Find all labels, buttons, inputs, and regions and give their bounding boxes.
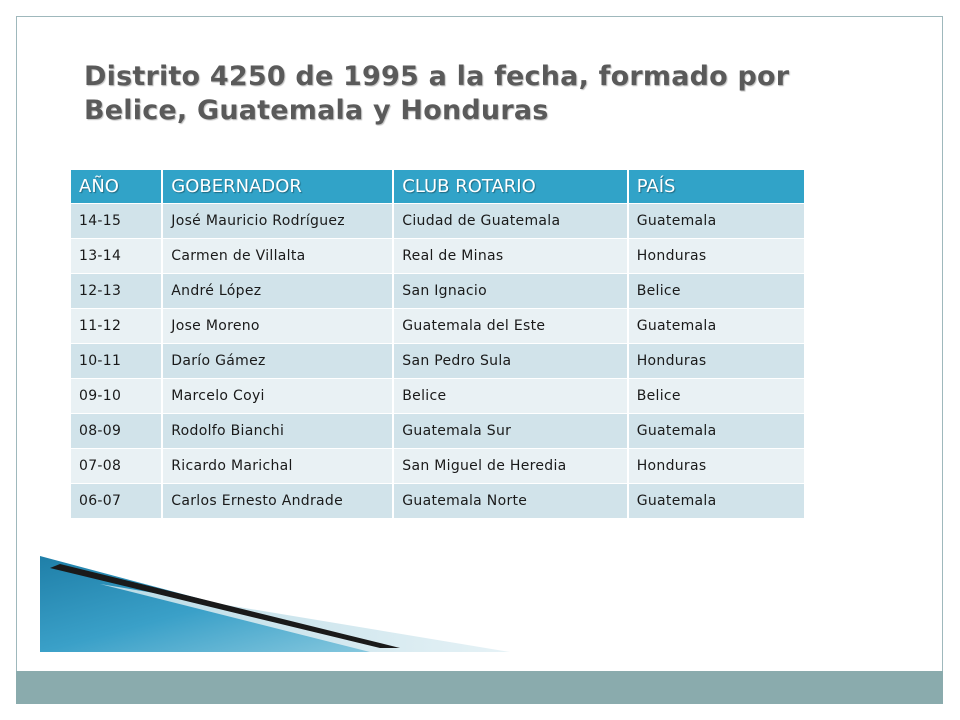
cell-club: Real de Minas <box>393 239 627 274</box>
cell-country: Honduras <box>628 239 804 274</box>
table-row <box>71 484 804 519</box>
header-country: PAÍS <box>628 170 804 204</box>
table-row <box>71 344 804 379</box>
cell-club: San Miguel de Heredia <box>393 449 627 484</box>
cell-club: Ciudad de Guatemala <box>393 204 627 239</box>
cell-club: San Ignacio <box>393 274 627 309</box>
header-governor: GOBERNADOR <box>162 170 393 204</box>
table-row <box>71 309 804 344</box>
cell-club: San Pedro Sula <box>393 344 627 379</box>
cell-year: 08-09 <box>71 414 162 449</box>
table-row <box>71 414 804 449</box>
cell-year: 11-12 <box>71 309 162 344</box>
cell-club: Belice <box>393 379 627 414</box>
decorative-swoosh <box>40 556 510 652</box>
cell-country: Guatemala <box>628 484 804 519</box>
cell-year: 10-11 <box>71 344 162 379</box>
governors-table <box>71 170 804 518</box>
cell-governor: Carmen de Villalta <box>162 239 393 274</box>
cell-governor: José Mauricio Rodríguez <box>162 204 393 239</box>
cell-country: Guatemala <box>628 309 804 344</box>
footer-bar <box>16 671 943 704</box>
cell-country: Honduras <box>628 344 804 379</box>
cell-governor: Rodolfo Bianchi <box>162 414 393 449</box>
cell-country: Guatemala <box>628 414 804 449</box>
table-row <box>71 449 804 484</box>
cell-country: Honduras <box>628 449 804 484</box>
title-line-1: Distrito 4250 de 1995 a la fecha, formado por <box>84 61 790 92</box>
cell-club: Guatemala del Este <box>393 309 627 344</box>
title-line-2: Belice, Guatemala y Honduras <box>84 95 549 126</box>
cell-year: 06-07 <box>71 484 162 519</box>
table-row <box>71 239 804 274</box>
table-row <box>71 274 804 309</box>
cell-year: 12-13 <box>71 274 162 309</box>
cell-governor: Marcelo Coyi <box>162 379 393 414</box>
cell-governor: André López <box>162 274 393 309</box>
cell-club: Guatemala Norte <box>393 484 627 519</box>
table-row <box>71 204 804 239</box>
cell-governor: Carlos Ernesto Andrade <box>162 484 393 519</box>
cell-year: 13-14 <box>71 239 162 274</box>
cell-country: Belice <box>628 274 804 309</box>
cell-governor: Jose Moreno <box>162 309 393 344</box>
cell-year: 14-15 <box>71 204 162 239</box>
table-header-row <box>71 170 804 204</box>
cell-club: Guatemala Sur <box>393 414 627 449</box>
cell-year: 07-08 <box>71 449 162 484</box>
header-year: AÑO <box>71 170 162 204</box>
cell-governor: Ricardo Marichal <box>162 449 393 484</box>
cell-country: Guatemala <box>628 204 804 239</box>
cell-governor: Darío Gámez <box>162 344 393 379</box>
cell-year: 09-10 <box>71 379 162 414</box>
cell-country: Belice <box>628 379 804 414</box>
table-row <box>71 379 804 414</box>
header-club: CLUB ROTARIO <box>393 170 627 204</box>
slide-title <box>84 60 844 128</box>
